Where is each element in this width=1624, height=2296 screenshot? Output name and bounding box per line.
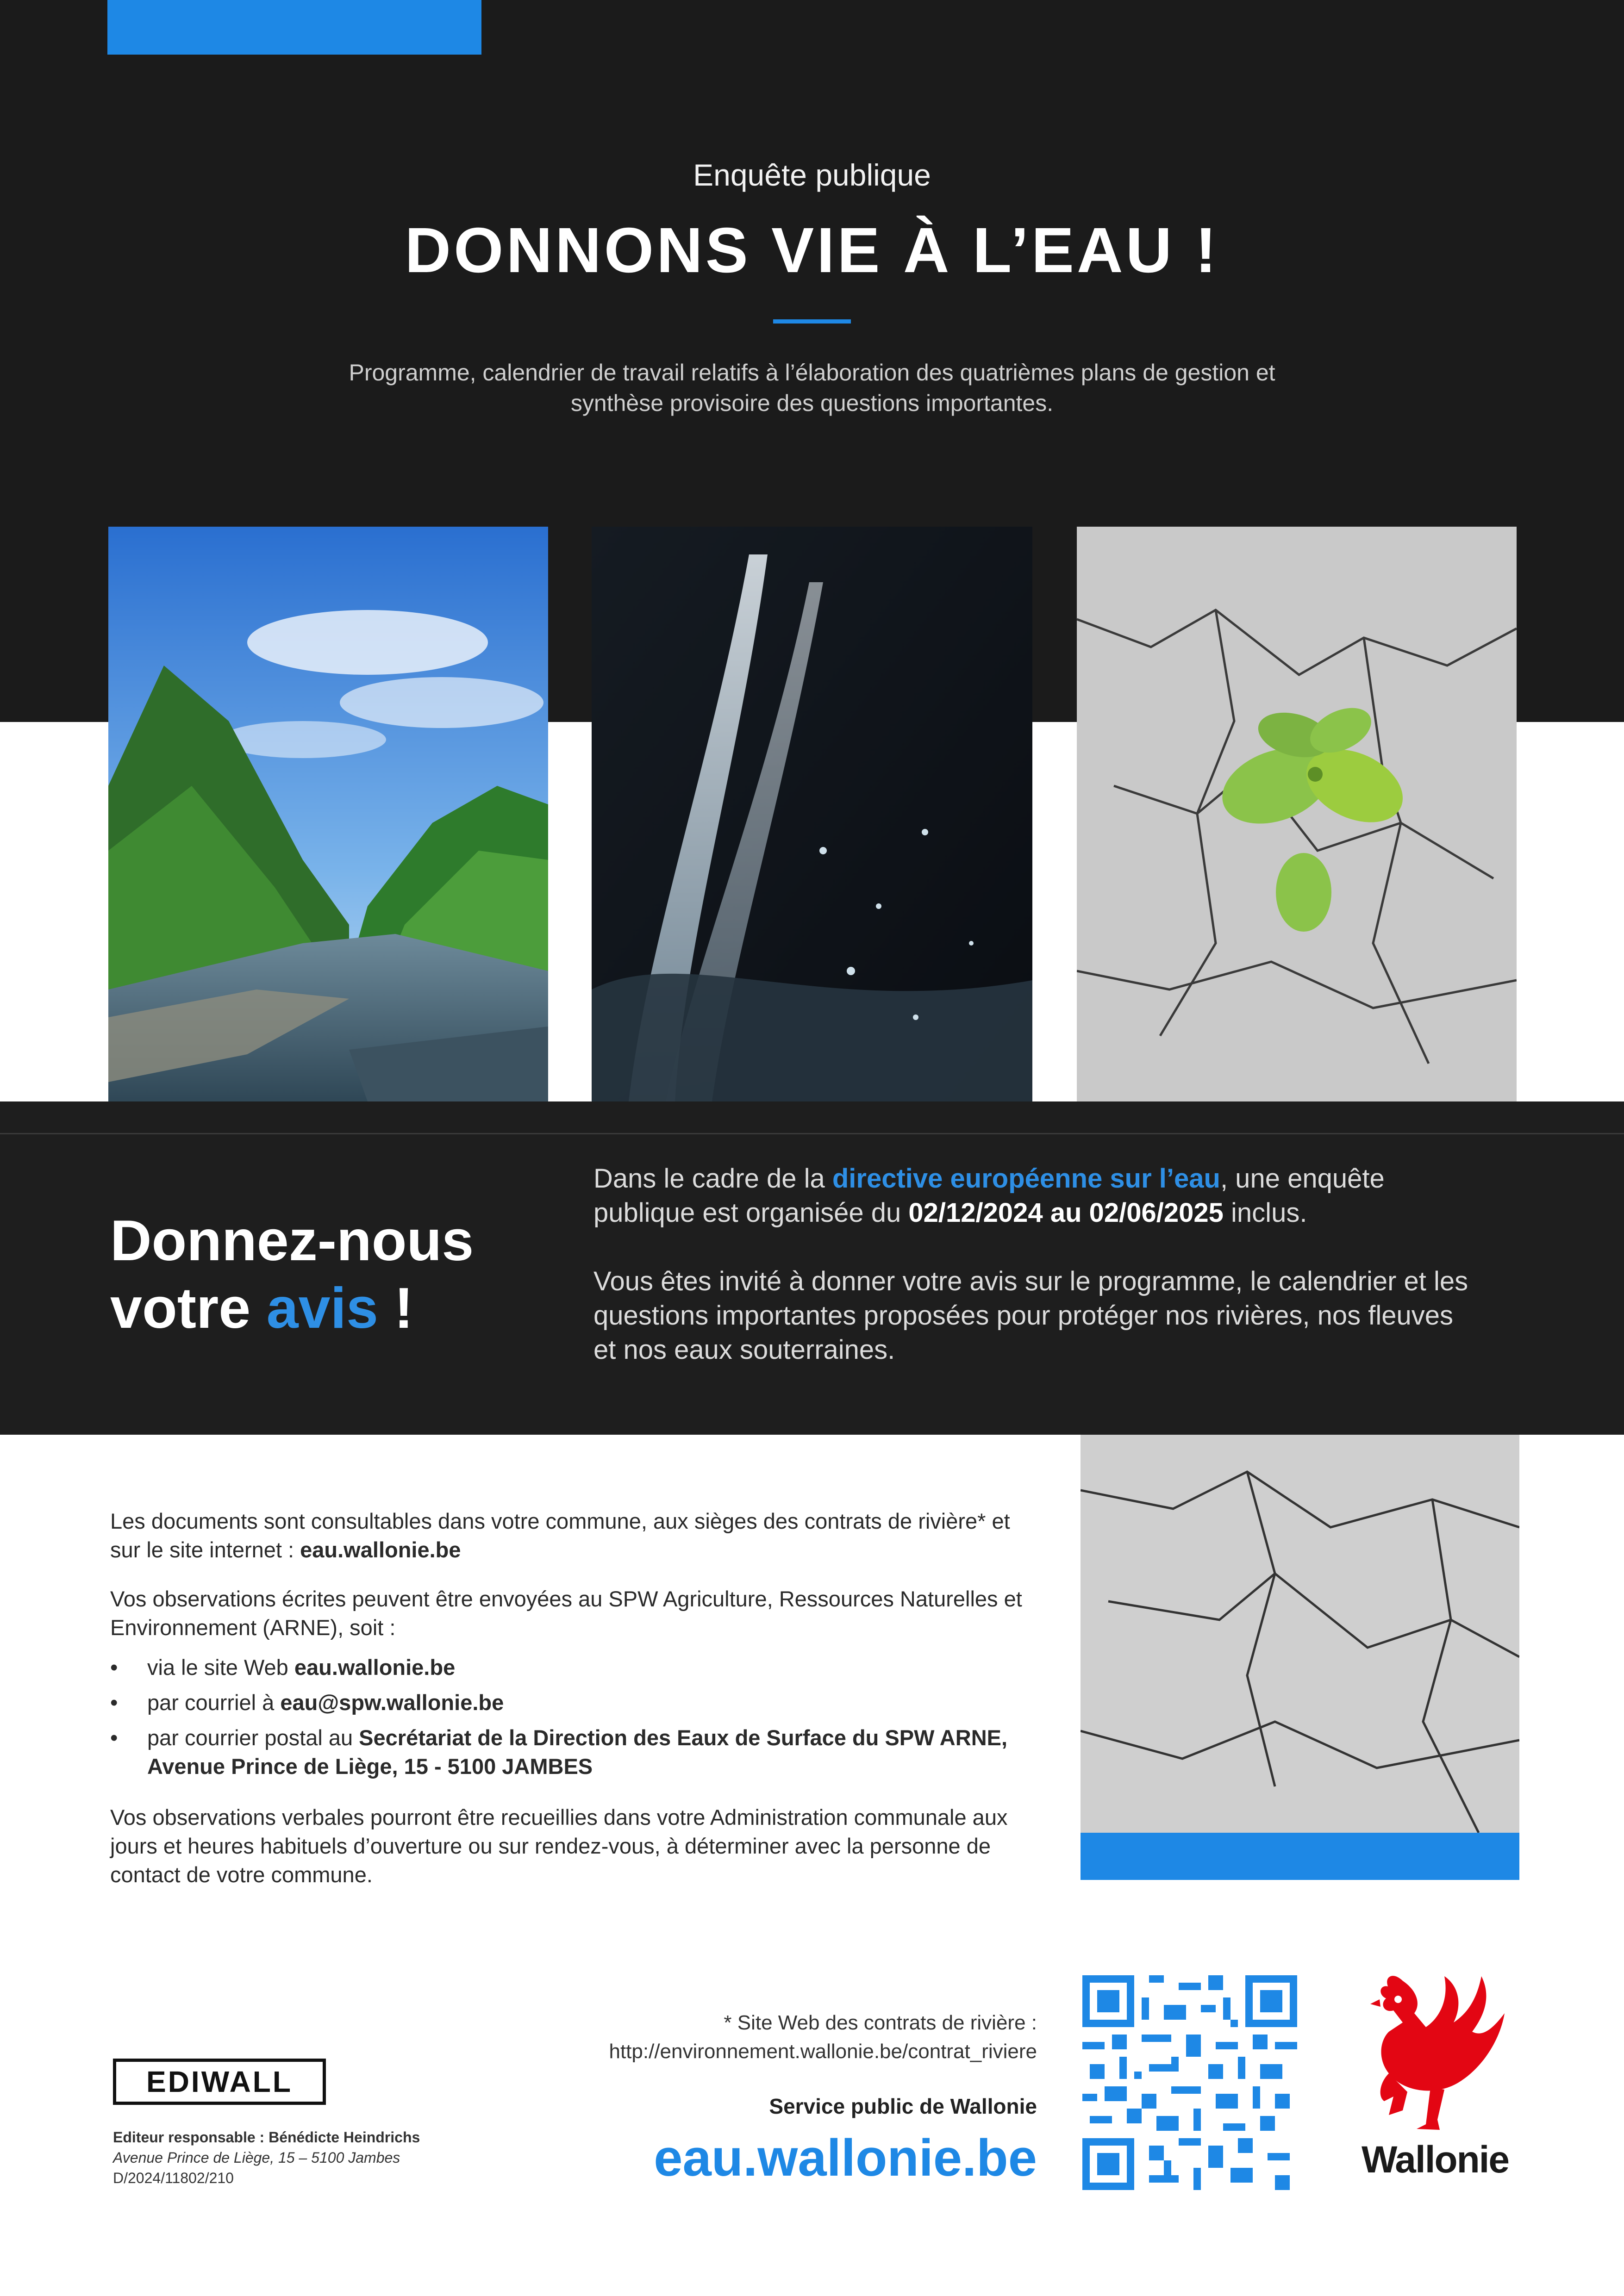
cta-line-2	[110, 1275, 474, 1342]
call-to-action	[110, 1207, 474, 1342]
details-paragraph-2: Vos observations écrites peuvent être envoyées au SPW Agriculture, Ressources Naturelles et Environnement (ARNE), soit :	[110, 1587, 1022, 1640]
publisher-info	[113, 2127, 420, 2188]
website-link[interactable]: eau.wallonie.be	[300, 1537, 461, 1562]
page-subtitle	[231, 357, 1393, 418]
blue-accent-bar	[1081, 1833, 1519, 1880]
kicker: Enquête publique	[693, 158, 931, 192]
water-weir-photo	[592, 527, 1032, 1101]
inquiry-text	[593, 1162, 1482, 1401]
cta-line-1: Donnez-nous	[110, 1209, 474, 1273]
subtitle-line-1: Programme, calendrier de travail relatifs à l’élaboration des quatrièmes plans de gestion et	[349, 360, 1275, 386]
date-from: 02/12/2024	[908, 1198, 1043, 1228]
ediwall-logo: EDIWALL	[113, 2059, 326, 2105]
cta-highlight: avis	[266, 1276, 379, 1340]
postal-address-line-2: Avenue Prince de Liège, 15 - 5100 JAMBES	[147, 1754, 593, 1779]
inquiry-text-part: Dans le cadre de la	[593, 1164, 832, 1194]
details-text	[110, 1507, 1045, 1910]
website-link[interactable]: eau.wallonie.be	[294, 1655, 456, 1680]
postal-address-line-1: Secrétariat de la Direction des Eaux de Surface du SPW ARNE,	[359, 1725, 1008, 1750]
list-item	[110, 1688, 1045, 1717]
details-paragraph-3: Vos observations verbales pourront être recueillies dans votre Administration communale aux jours et heures habituels d’ouverture ou sur rendez-vous, à déterminer avec la personne de contact de votre commune.	[110, 1805, 1008, 1887]
details-text-part: Les documents sont consultables dans votre commune, aux sièges des contrats de rivière* et sur le site internet :	[110, 1509, 1010, 1562]
river-contracts-url[interactable]: http://environnement.wallonie.be/contrat_riviere	[609, 2040, 1037, 2063]
date-to: 02/06/2025	[1089, 1198, 1224, 1228]
page-title: DONNONS VIE À L’EAU !	[405, 215, 1219, 286]
inquiry-text-part: inclus.	[1223, 1198, 1307, 1228]
list-item-text: par courriel à	[147, 1690, 281, 1715]
list-item-text: par courrier postal au	[147, 1725, 359, 1750]
list-item-text: via le site Web	[147, 1655, 294, 1680]
fold-line	[0, 1133, 1624, 1134]
inquiry-paragraph-2: Vous êtes invité à donner votre avis sur le programme, le calendrier et les questions importantes proposées pour protéger nos rivières, nos fleuves et nos eaux souterraines.	[593, 1266, 1468, 1365]
details-paragraph-1	[110, 1507, 1045, 1564]
river-contracts-note-line-1: * Site Web des contrats de rivière :	[724, 2011, 1037, 2034]
inquiry-paragraph-1	[593, 1162, 1482, 1230]
cta-line-2-suffix: !	[378, 1276, 413, 1340]
wallonie-brand: Wallonie	[1361, 2139, 1509, 2181]
publisher-line-3: D/2024/11802/210	[113, 2170, 234, 2186]
cracked-earth-photo	[1081, 1435, 1519, 1833]
spw-label: Service public de Wallonie	[769, 2094, 1037, 2118]
river-contracts-note	[486, 2009, 1037, 2066]
cta-line-2-prefix: votre	[110, 1276, 267, 1340]
subtitle-line-2: synthèse provisoire des questions importantes.	[570, 390, 1054, 416]
list-item	[110, 1724, 1045, 1781]
list-item	[110, 1653, 1045, 1682]
directive-link[interactable]: directive européenne sur l’eau	[832, 1164, 1220, 1194]
top-blue-accent-tab	[107, 0, 481, 55]
inquiry-text-part: , une enquête publique est organisée du	[593, 1164, 1385, 1228]
publisher-line-1: Editeur responsable : Bénédicte Heindrichs	[113, 2129, 420, 2146]
date-separator: au	[1043, 1198, 1089, 1228]
publisher-line-2: Avenue Prince de Liège, 15 – 5100 Jambes	[113, 2149, 400, 2166]
qr-code[interactable]	[1082, 1975, 1297, 2190]
wallonie-rooster-logo	[1333, 1962, 1528, 2147]
email-link[interactable]: eau@spw.wallonie.be	[280, 1690, 504, 1715]
sprout-cracked-earth-photo	[1077, 527, 1517, 1101]
title-underline	[773, 319, 851, 324]
submission-methods-list	[110, 1653, 1045, 1781]
main-url[interactable]: eau.wallonie.be	[654, 2129, 1037, 2187]
river-landscape-photo	[108, 527, 548, 1101]
